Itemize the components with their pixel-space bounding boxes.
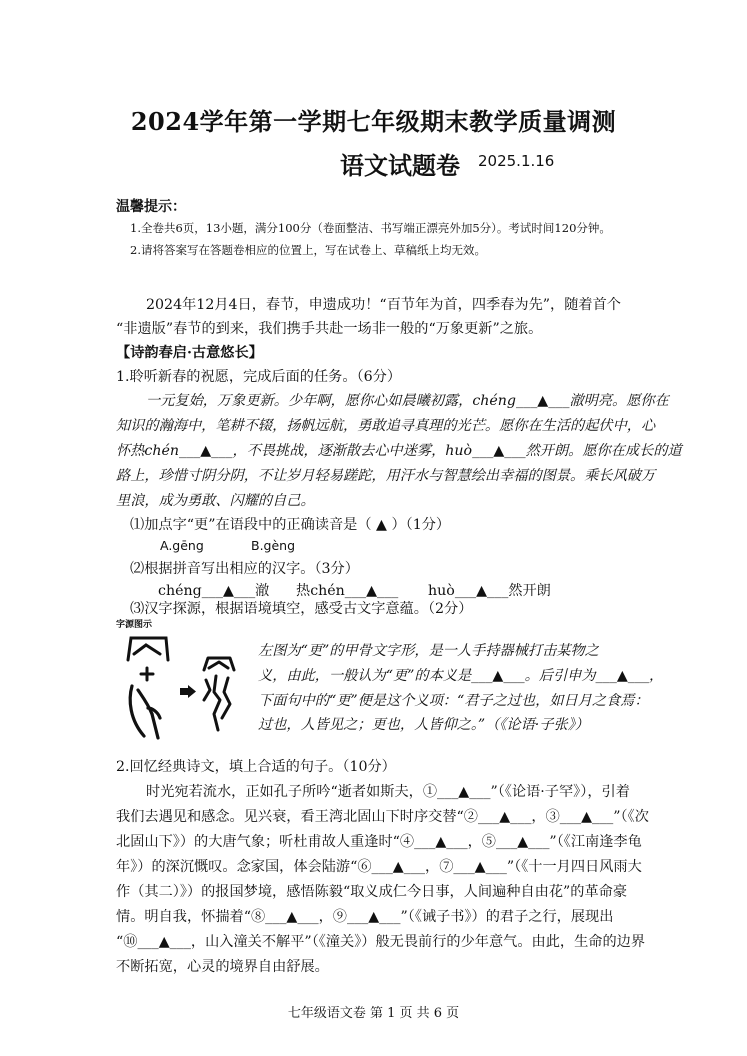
pinyin-item: chéng___▲___澈 xyxy=(158,583,270,599)
q2-passage-line: 我们去遇见和感念。见兴衰，看王湾北固山下时序交替“②___▲___，③___▲___”（《次 xyxy=(116,809,649,825)
arrow-right-icon xyxy=(180,685,196,698)
intro-line: “非遗版”春节的到来，我们携手共赴一场非一般的“万象更新”之旅。 xyxy=(116,321,543,337)
oracle-frame-glyph xyxy=(128,638,168,660)
explain-line: 下面句中的“更”便是这个义项：“君子之过也，如日月之食焉： xyxy=(258,693,649,709)
subquestion-2: ⑵根据拼音写出相应的汉字。（3分） xyxy=(130,561,359,577)
figure-caption: 字源图示 xyxy=(116,620,153,630)
question-2-stem: 2.回忆经典诗文，填上合适的句子。（10分） xyxy=(116,759,396,775)
hand-glyph xyxy=(130,686,160,738)
passage-line: 一元复始，万象更新。少年啊，愿你心如晨曦初露，chéng___▲___澈明亮。愿你在 xyxy=(146,393,669,409)
passage-line: 知识的瀚海中，笔耕不辍，扬帆远航，勇敢追寻真理的光芒。愿你在生活的起伏中，心 xyxy=(116,418,656,434)
q2-passage-line: 年》）的深沉慨叹。念家国，体会陆游“⑥___▲___，⑦___▲___”（《十一月四日风雨大 xyxy=(116,859,642,875)
subquestion-3: ⑶汉字探源，根据语境填空，感受古文字意蕴。（2分） xyxy=(130,601,473,617)
option-b: B.gèng xyxy=(251,538,296,553)
passage-line: 路上，珍惜寸阴分阴，不让岁月轻易蹉跎，用汗水与智慧绘出幸福的图景。乘长风破万 xyxy=(116,468,656,484)
passage-line: 怀热chén___▲___，不畏挑战，逐渐散去心中迷雾，huò___▲___然开朗。愿你在成长的道 xyxy=(116,443,682,459)
explain-line: 义，由此，一般认为“更”的本义是___▲___。后引申为___▲___， xyxy=(258,668,664,684)
q2-passage-line: 北固山下》）的大唐气象；听杜甫故人重逢时“④___▲___，⑤___▲___”（《江南逢李龟 xyxy=(116,834,642,850)
tip-item: 2.请将答案写在答题卷相应的位置上，写在试卷上、草稿纸上均无效。 xyxy=(130,243,486,257)
passage-line: 里浪，成为勇敢、闪耀的自己。 xyxy=(116,493,315,509)
explain-line: 过也，人皆见之；更也，人皆仰之。”（《论语·子张》） xyxy=(258,717,589,733)
q2-passage-line: 作（其二）》）的报国梦境，感悟陈毅“取义成仁今日事，人间遍种自由花”的革命豪 xyxy=(116,884,628,900)
q2-passage-line: 时光宛若流水，正如孔子所吟“逝者如斯夫，①___▲___”（《论语·子罕》），引着 xyxy=(146,784,630,800)
oracle-geng-glyph xyxy=(204,658,234,730)
plus-icon xyxy=(141,668,153,680)
question-1-stem: 1.聆听新春的祝愿，完成后面的任务。（6分） xyxy=(116,369,402,385)
section-title: 【诗韵春启·古意悠长】 xyxy=(116,345,263,361)
q2-passage-line: 情。明自我，怀揣着“⑧___▲___，⑨___▲___”（《诫子书》）的君子之行，展现出 xyxy=(116,909,614,925)
q2-passage-line: 不断拓宽，心灵的境界自由舒展。 xyxy=(116,959,329,975)
tip-item: 1.全卷共6页，13小题，满分100分（卷面整洁、书写端正漂亮外加5分）。考试时间120分钟。 xyxy=(130,221,611,235)
q2-passage-line: “⑩___▲___，山入潼关不解平”（《潼关》）般无畏前行的少年意气。由此，生命的边界 xyxy=(116,934,646,950)
page-title: 2024学年第一学期七年级期末教学质量调测 xyxy=(130,107,617,136)
subquestion-1: ⑴加点字“更”在语段中的正确读音是（ ▲ ）（1分） xyxy=(130,517,451,533)
explain-line: 左图为“更”的甲骨文字形，是一人手持器械打击某物之 xyxy=(258,643,599,659)
oracle-bone-figure xyxy=(118,634,258,744)
page-subtitle: 语文试题卷 xyxy=(340,151,460,180)
exam-date: 2025.1.16 xyxy=(478,152,555,170)
option-a: A.gēng xyxy=(160,538,204,553)
pinyin-item: huò___▲___然开朗 xyxy=(428,583,551,599)
intro-line: 2024年12月4日，春节，申遗成功！“百节年为首，四季春为先”，随着首个 xyxy=(146,297,621,313)
pinyin-item: 热chén___▲___ xyxy=(296,583,399,599)
page-footer: 七年级语文卷 第 1 页 共 6 页 xyxy=(287,1006,460,1021)
tips-heading: 温馨提示： xyxy=(116,199,186,215)
